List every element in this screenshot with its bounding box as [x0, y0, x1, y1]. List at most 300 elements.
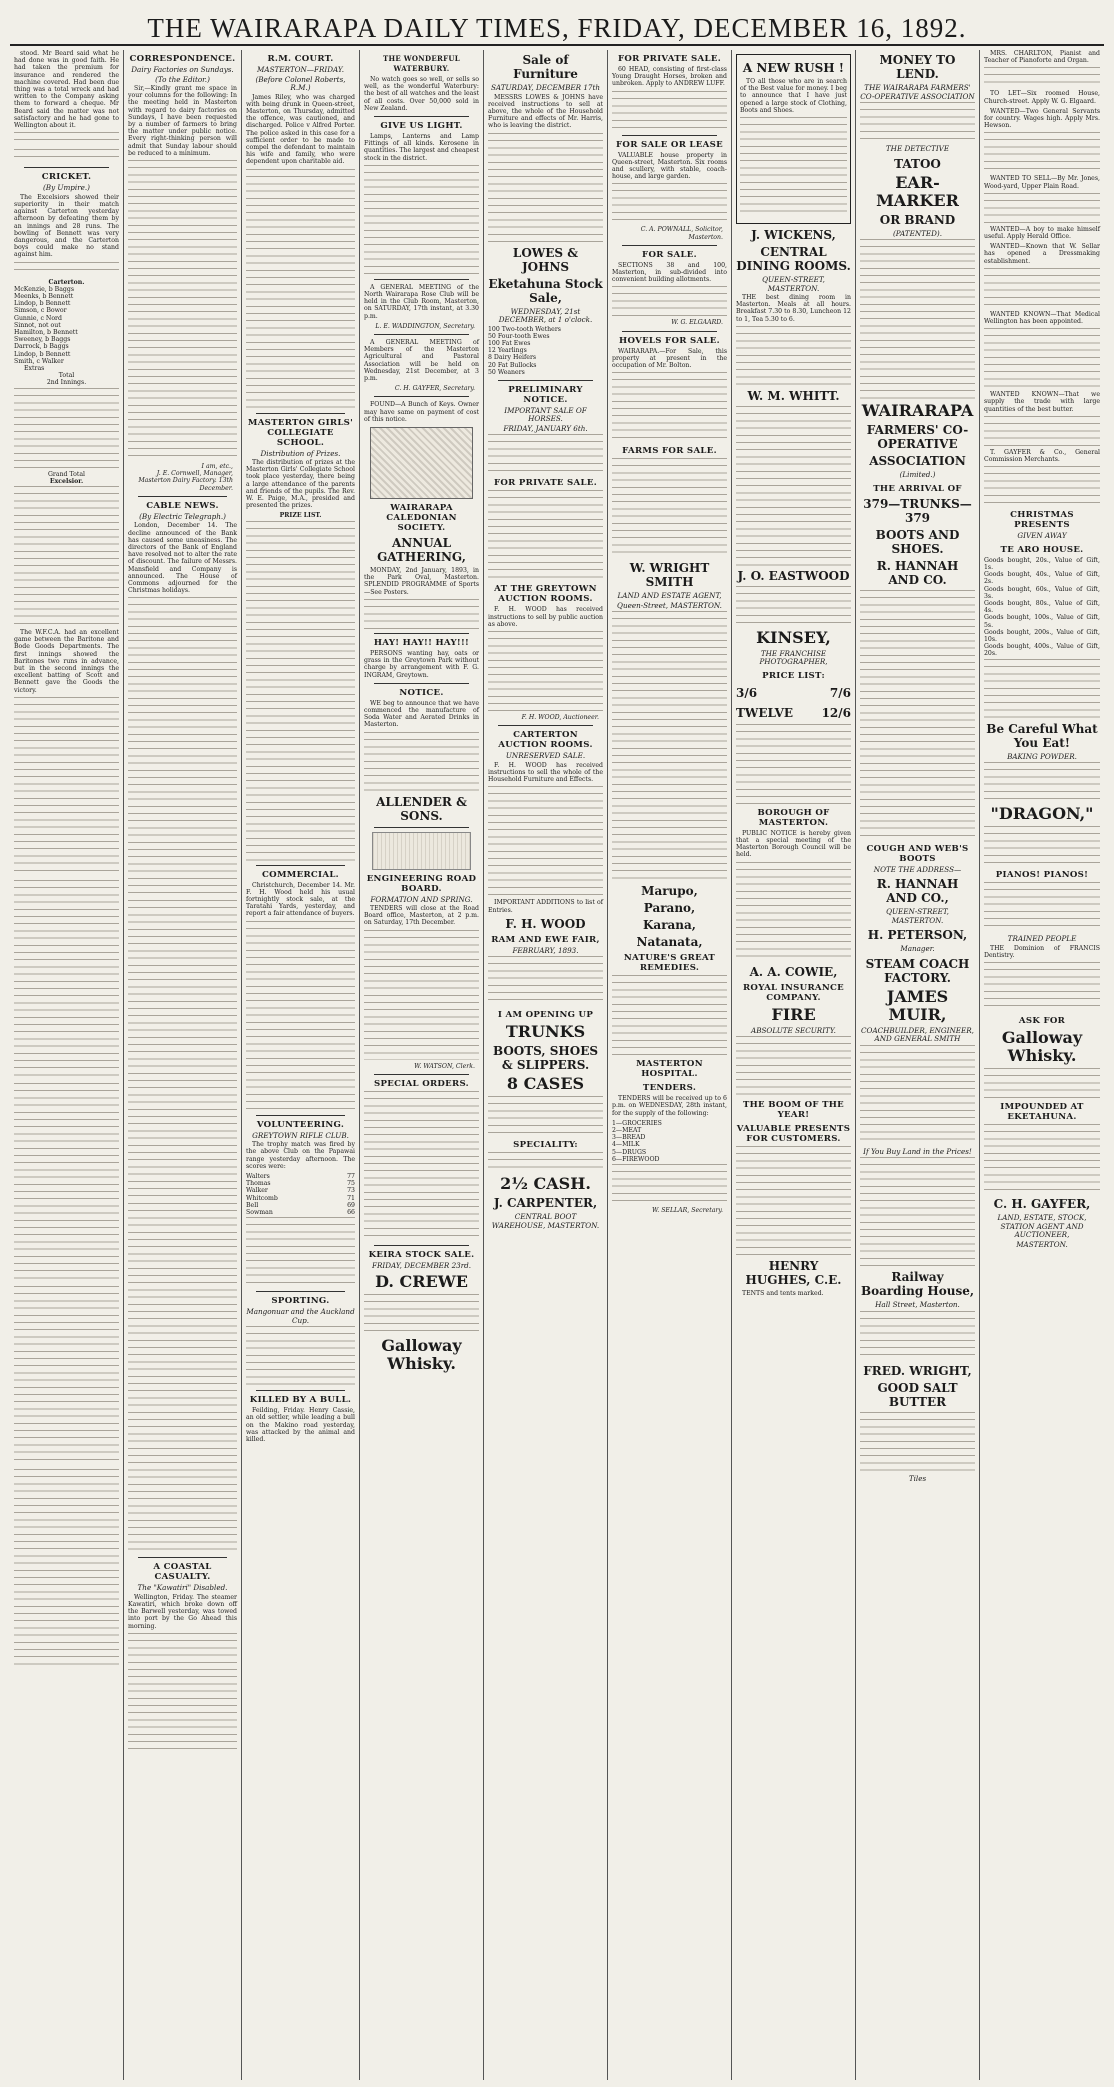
- text-lines: [364, 1294, 479, 1334]
- ask-for: ASK FOR: [1018, 1016, 1066, 1027]
- text-lines: [736, 326, 851, 386]
- text-lines: [246, 521, 355, 861]
- waterbury-heading: THE WONDERFUL WATERBURY.: [382, 54, 461, 73]
- divider: [138, 1557, 227, 1558]
- text-lines: [984, 268, 1100, 308]
- tender-item: 6—FIREWOOD: [612, 1155, 660, 1163]
- newspaper-title: THE WAIRARAPA DAILY TIMES, FRIDAY, DECEMBER 16, 1892.: [147, 13, 967, 43]
- gift-value: Goods bought, 100s., Value of Gift, 5s.: [984, 614, 1100, 629]
- divider: [374, 334, 469, 335]
- divider: [498, 725, 593, 726]
- divider: [374, 683, 469, 684]
- for-sale-heading: FOR SALE.: [642, 249, 697, 260]
- text-lines: [364, 599, 479, 629]
- shooter-total: 71: [347, 1194, 355, 1202]
- text-lines: [488, 434, 603, 474]
- extras-label: Extras: [24, 365, 45, 372]
- price-row: [736, 683, 851, 703]
- galloway-whisky-ad: Galloway Whisky.: [1001, 1028, 1083, 1066]
- gift-value: Goods bought, 200s., Value of Gift, 10s.: [984, 628, 1100, 643]
- column-7: [732, 50, 856, 2080]
- text-lines: [14, 388, 119, 468]
- school-subtitle: Distribution of Prizes.: [260, 448, 341, 458]
- caledonian-heading: WAIRARAPA CALEDONIAN SOCIETY.: [386, 503, 457, 534]
- column-5: [484, 50, 608, 2080]
- text-lines: [246, 1217, 355, 1287]
- pownall-signature: C. A. POWNALL, Solicitor, Masterton.: [640, 226, 723, 241]
- killed-text: Feilding, Friday. Henry Cassie, an old settler, while leading a bull on the Makino road yesterday, was attacked by the animal and killed.: [246, 1407, 355, 1444]
- text-lines: [364, 1091, 479, 1241]
- hannah-label: R. HANNAH AND CO.: [876, 558, 959, 587]
- column-2: [124, 50, 242, 2080]
- crewe-name: D. CREWE: [375, 1272, 468, 1292]
- horses-sale-date: FRIDAY, JANUARY 6th.: [503, 423, 588, 433]
- caledonian-illustration: [370, 427, 473, 499]
- score-row: Darrock, b Baggs: [14, 343, 69, 351]
- eketahuna-date: WEDNESDAY, 21st DECEMBER, at 1 o'clock.: [498, 306, 593, 325]
- arrival-label: THE ARRIVAL OF: [873, 483, 962, 494]
- text-lines: [612, 91, 727, 131]
- charlton-notice: MRS. CHARLTON, Pianist and Teacher of Pianoforte and Organ.: [984, 50, 1100, 65]
- carterton-rooms-heading: CARTERTON AUCTION ROOMS.: [498, 730, 593, 751]
- divider: [374, 1074, 469, 1075]
- keira-stock-date: FRIDAY, DECEMBER 23rd.: [371, 1260, 472, 1270]
- text-lines: [860, 239, 975, 399]
- gift-value: Goods bought, 20s., Value of Gift, 1s.: [984, 556, 1100, 571]
- sporting-heading: SPORTING.: [271, 1296, 330, 1307]
- wood-signature: F. H. WOOD, Auctioneer.: [521, 714, 599, 722]
- muir-name: JAMES MUIR,: [886, 986, 949, 1024]
- gift-value: Goods bought, 400s., Value of Gift, 20s.: [984, 643, 1100, 658]
- detective-label: THE DETECTIVE: [885, 144, 950, 153]
- horses-for-sale: 60 HEAD, consisting of first-class Young Draught Horses, broken and unbroken. Apply to ANDREW LUFF.: [612, 66, 727, 88]
- text-lines: [612, 458, 727, 558]
- twelve-label: TWELVE: [736, 705, 794, 720]
- stock-item: 8 Dairy Heifers: [488, 354, 537, 362]
- text-lines: [488, 133, 603, 243]
- hovels-heading: HOVELS FOR SALE.: [619, 335, 720, 346]
- gift-value: Goods bought, 40s., Value of Gift, 2s.: [984, 571, 1100, 586]
- divider: [256, 865, 345, 866]
- court-subtitle: MASTERTON—FRIDAY.: [257, 65, 344, 74]
- column-4: [360, 50, 484, 2080]
- divider: [374, 1245, 469, 1246]
- sellar-signature: W. SELLAR, Secretary.: [651, 1207, 723, 1215]
- private-sale-heading: FOR PRIVATE SALE.: [617, 54, 722, 64]
- public-notice-text: PUBLIC NOTICE is hereby given that a special meeting of the Masterton Borough Council will be held.: [736, 829, 851, 859]
- divider: [256, 1291, 345, 1292]
- furniture-sale-heading: Sale of Furniture: [513, 53, 578, 81]
- divider: [138, 496, 227, 497]
- shooter-total: 77: [347, 1172, 355, 1180]
- tenders-text: TENDERS will be received up to 6 p.m. on WEDNESDAY, 28th instant, for the supply of the following:: [612, 1095, 727, 1117]
- furniture-sale-date: SATURDAY, DECEMBER 17th: [490, 83, 601, 92]
- carpenter-name: J. CARPENTER,: [493, 1196, 598, 1211]
- score-row: Smith, c Walker: [14, 357, 64, 365]
- notice-heading: NOTICE.: [399, 687, 444, 698]
- text-lines: [612, 372, 727, 442]
- boots-heading: BOOTS, SHOES & SLIPPERS.: [492, 1044, 599, 1073]
- stock-list: [488, 326, 603, 376]
- text-lines: [364, 165, 479, 275]
- text-lines: [736, 1036, 851, 1096]
- remedy-parano: Parano,: [643, 901, 696, 916]
- lowes-johns-name: LOWES & JOHNS: [512, 245, 579, 274]
- general-meeting-signature: C. H. GAYFER, Secretary.: [394, 385, 475, 393]
- dentist-notice: THE Dominion of FRANCIS Dentistry.: [984, 944, 1100, 959]
- text-lines: [612, 183, 727, 223]
- wickens-name: J. WICKENS,: [751, 228, 836, 243]
- masthead: [10, 6, 1104, 46]
- stock-item: 100 Fat Ewes: [488, 339, 531, 347]
- annual-gathering-heading: ANNUAL GATHERING,: [377, 536, 466, 565]
- hospital-heading: MASTERTON HOSPITAL.: [636, 1059, 703, 1080]
- hovels-text: WAIRARAPA.—For Sale, this property at present in the occupation of Mr. Bolton.: [612, 347, 727, 370]
- divider: [256, 1390, 345, 1391]
- tender-item: 3—BREAD: [612, 1134, 646, 1142]
- to-editor: (To the Editor.): [155, 74, 210, 84]
- text-lines: [488, 1152, 603, 1172]
- text-lines: [736, 1146, 851, 1256]
- queen-street-label: QUEEN-STREET, MASTERTON.: [886, 907, 949, 925]
- remedy-natanata: Natanata,: [636, 935, 703, 950]
- column-1: [10, 50, 124, 2080]
- price-list-label: PRICE LIST:: [762, 670, 825, 681]
- shooter-name: Bell: [246, 1201, 259, 1209]
- match-report: The W.F.C.A. had an excellent game between the Baritone and Bode Goods Departments. The first innings showed the Baritones two runs in advance, but in the second innings the excellent batting of Scott and Bennett gave the Goods the victory.: [14, 629, 119, 694]
- text-lines: [984, 762, 1100, 802]
- score-row: Meenks, b Bennett: [14, 292, 74, 300]
- text-lines: [736, 586, 851, 626]
- wood-name: F. H. WOOD: [505, 916, 586, 931]
- rifle-scores: [246, 1173, 355, 1216]
- shooter-name: Sowman: [246, 1209, 273, 1216]
- to-let-notice: TO LET—Six roomed House, Church-street. Apply W. G. Elgaard.: [984, 90, 1100, 105]
- text-lines: [736, 724, 851, 804]
- manager-label: Manager.: [900, 944, 935, 953]
- shooter-name: Walker: [246, 1187, 268, 1195]
- road-board-seal: [372, 832, 471, 870]
- specialty-label: SPECIALITY:: [513, 1140, 578, 1151]
- elgaard-signature: W. G. ELGAARD.: [671, 319, 723, 327]
- school-heading: MASTERTON GIRLS' COLLEGIATE SCHOOL.: [247, 417, 354, 448]
- unreserved-heading: UNRESERVED SALE.: [505, 751, 586, 761]
- security-label: ABSOLUTE SECURITY.: [751, 1025, 836, 1035]
- commercial-text: Christchurch, December 14. Mr. F. H. Wood held his usual fortnightly stock sale, at the Taratahi Yards, yesterday, and report a fair attendance of buyers.: [246, 881, 355, 918]
- text-lines: [14, 880, 119, 1080]
- tents-text: TENTS and tents marked.: [742, 1290, 824, 1298]
- score-row: Sinnot, not out: [14, 321, 61, 329]
- letter-text: Sir,—Kindly grant me space in your columns for the following: In the meeting held in Masterton with regard to dairy factories on Sundays, I have been requested by a number of farmers to bring the matter under public notice. Every right-thinking person will admit that Sunday labour should be reduced to a minimum.: [128, 85, 237, 157]
- sections-text: SECTIONS 38 and 100, Masterton, in sub-divided into convenient building allotments.: [612, 261, 727, 284]
- cable-news-text: London, December 14. The decline announced of the Bank has caused some uneasiness. The directors of the Bank of England have resolved not to alter the rate of discount. The failure of Messrs. Mansfield and Company is announced. The House of Commons adjourned for the Christmas holidays.: [128, 522, 237, 595]
- cooperative-label: FARMERS' CO-OPERATIVE: [866, 423, 969, 451]
- text-lines: [612, 611, 727, 881]
- hall-street: Hall Street, Masterton.: [875, 1300, 960, 1309]
- grand-total: Grand Total: [47, 470, 86, 478]
- fire-label: FIRE: [771, 1004, 816, 1024]
- court-text: James Riley, who was charged with being drunk in Queen-street, Masterton, on Thursday, admitted the offence, was cautioned, and discharged. Police v Alfred Porter. The police asked in this case for a sufficient order to be made to compel the defendant to maintain his wife and family, who were dependent upon charitable aid.: [246, 93, 355, 166]
- give-light-text: Lamps, Lanterns and Lamp Fittings of all kinds. Kerosene in quantities. The largest and cheapest stock in the district.: [364, 133, 479, 162]
- text-lines: [128, 1203, 237, 1553]
- furniture-sale-text: MESSRS LOWES & JOHNS have received instructions to sell at above, the whole of the Household Furniture and effects of Mr. Harris, who is leaving the district.: [488, 93, 603, 130]
- wright-smith-subtitle: LAND AND ESTATE AGENT,: [617, 591, 722, 601]
- text-lines: [860, 1045, 975, 1145]
- cowie-name: A. A. COWIE,: [749, 964, 838, 979]
- gift-value: Goods bought, 80s., Value of Gift, 4s.: [984, 599, 1100, 615]
- text-lines: [14, 262, 119, 276]
- score-row: Hamilton, b Bennett: [14, 328, 78, 336]
- court-heading: R.M. COURT.: [267, 54, 334, 64]
- ram-fair-heading: RAM AND EWE FAIR,: [491, 934, 600, 945]
- text-lines: [740, 117, 847, 217]
- kinsey-subtitle: THE FRANCHISE PHOTOGRAPHER,: [759, 648, 828, 667]
- score-row: [246, 1180, 355, 1187]
- column-9: [980, 50, 1104, 2080]
- important-additions: IMPORTANT ADDITIONS to list of Entries.: [488, 899, 603, 914]
- cases-heading: 8 CASES: [506, 1074, 585, 1094]
- boots-shoes-label: BOOTS AND SHOES.: [875, 527, 960, 556]
- tatoo-label: TATOO: [894, 156, 941, 171]
- shooter-total: 66: [347, 1209, 355, 1216]
- wright-smith-name: W. WRIGHT SMITH: [629, 561, 710, 590]
- text-lines: [128, 160, 237, 460]
- correspondence-heading: CORRESPONDENCE.: [129, 54, 236, 64]
- school-text: The distribution of prizes at the Masterton Girls' Collegiate School took place yesterday, there being a large attendance of the parents and friends of the pupils. The Rev. W. E. Paige, M.A., presided and presented the prizes.: [246, 459, 355, 510]
- divider: [374, 279, 469, 280]
- hughes-name: HENRY HUGHES, C.E.: [745, 1259, 842, 1288]
- text-lines: [736, 406, 851, 566]
- cable-news-subtitle: (By Electric Telegraph.): [139, 511, 226, 521]
- team-carterton: Carterton.: [48, 278, 85, 286]
- natures-remedies: NATURE'S GREAT REMEDIES.: [623, 953, 716, 974]
- unreserved-text: F. H. WOOD has received instructions to sell the whole of the Household Furniture and Effects.: [488, 761, 603, 784]
- association-label: ASSOCIATION: [869, 454, 966, 468]
- steam-coach-label: STEAM COACH FACTORY.: [865, 956, 970, 985]
- new-rush-heading: A NEW RUSH !: [742, 61, 845, 75]
- trained-people: TRAINED PEOPLE: [1007, 934, 1077, 944]
- stock-item: 100 Two-tooth Wethers: [488, 325, 561, 333]
- commercial-heading: COMMERCIAL.: [262, 869, 339, 880]
- valuable-property: VALUABLE house property in Queen-street, Masterton. Six rooms and scullery, with stable, coach-house, and large garden.: [612, 151, 727, 181]
- be-careful-heading: Be Careful What You Eat!: [986, 721, 1098, 750]
- coastal-casualty-text: Wellington, Friday. The steamer Kawatiri, which broke down off the Barwell yesterday, was towed into port by the Go Ahead this morning.: [128, 1593, 237, 1630]
- divider: [498, 380, 593, 381]
- opening-up: I AM OPENING UP: [497, 1010, 594, 1021]
- patented-label: (PATENTED).: [893, 228, 942, 238]
- wanted-medical: WANTED KNOWN—That Medical Wellington has been appointed.: [984, 310, 1100, 326]
- letter-signoff: I am, etc.,: [201, 463, 233, 471]
- wanted-boy: WANTED—A boy to make himself useful. Apply Herald Office.: [984, 225, 1100, 241]
- text-lines: [14, 486, 119, 626]
- hay-text: PERSONS wanting hay, oats or grass in the Greytown Park without charge by arrangement with F. G. INGRAM, Greytown.: [364, 649, 479, 679]
- te-aro-house: TE ARO HOUSE.: [1000, 544, 1084, 555]
- annual-gathering-text: MONDAY, 2nd January, 1893, in the Park Oval, Masterton. SPLENDID PROGRAMME of Sports—See Posters.: [364, 567, 479, 596]
- tenders-heading: TENDERS.: [642, 1083, 697, 1094]
- new-rush-text: TO all those who are in search of the Best value for money. I beg to announce that I have just opened a large stock of Clothing, Boots and Shoes.: [740, 78, 847, 114]
- gayfer-town: MASTERTON.: [1016, 1239, 1068, 1249]
- text-lines: [984, 659, 1100, 719]
- given-away: GIVEN AWAY: [1017, 531, 1067, 541]
- cash-heading: 2½ CASH.: [500, 1174, 591, 1194]
- text-lines: [612, 975, 727, 1055]
- score-row: [246, 1173, 355, 1180]
- cable-news-heading: CABLE NEWS.: [146, 500, 219, 511]
- cough-boots-label: COUGH AND WEB'S BOOTS: [866, 843, 969, 864]
- formation-heading: FORMATION AND SPRING.: [370, 894, 473, 904]
- remedy-karana: Karana,: [643, 918, 696, 933]
- ram-fair-date: FEBRUARY, 1893.: [512, 945, 579, 955]
- score-row: Gunnie, c Nord: [14, 314, 62, 322]
- text-lines: [488, 786, 603, 896]
- remedy-marupo: Marupo,: [641, 884, 698, 899]
- text-lines: [860, 590, 975, 840]
- give-light-heading: GIVE US LIGHT.: [380, 121, 463, 132]
- found-notice: FOUND—A Bunch of Keys. Owner may have same on payment of cost of this notice.: [364, 401, 479, 423]
- private-sale-heading: FOR PRIVATE SALE.: [493, 478, 598, 489]
- hay-heading: HAY! HAY!! HAY!!!: [373, 637, 470, 648]
- text-lines: [128, 900, 237, 1200]
- text-lines: [246, 1326, 355, 1386]
- road-board-signature: W. WATSON, Clerk.: [414, 1062, 475, 1070]
- divider: [256, 1115, 345, 1116]
- score-row: Lindop, b Bennett: [14, 300, 71, 308]
- stock-item: 20 Fat Bullocks: [488, 361, 537, 369]
- rose-club-signature: L. E. WADDINGTON, Secretary.: [375, 322, 475, 330]
- gayfer-title: LAND, ESTATE, STOCK, STATION AGENT AND AUCTIONEER,: [997, 1213, 1087, 1240]
- limited-label: (Limited.): [899, 470, 936, 479]
- coastal-casualty-subtitle: The "Kawatiri" Disabled.: [137, 1583, 228, 1593]
- special-orders-heading: SPECIAL ORDERS.: [374, 1078, 469, 1089]
- pianos-heading: PIANOS! PIANOS!: [995, 870, 1089, 881]
- team-excelsior: Excelsior.: [49, 477, 84, 485]
- text-lines: [612, 1164, 727, 1204]
- score-row: [246, 1209, 355, 1216]
- dining-rooms-address: QUEEN-STREET, MASTERTON.: [762, 275, 825, 293]
- boom-heading: THE BOOM OF THE YEAR!: [742, 1100, 845, 1121]
- article-intro: stood. Mr Beard said what he had done was in good faith. He had taken the premium for insurance and rendered the machine covered. Had been due thing was a total wreck and had written to the Company asking them to forward a cheque. Mr Beard said the matter was not satisfactory and he had gone to Wellington about it.: [14, 50, 119, 130]
- hannah-address-label: R. HANNAH AND CO.,: [876, 877, 959, 905]
- rifle-club-title: GREYTOWN RIFLE CLUB.: [252, 1130, 349, 1140]
- letter-signature: J. E. Cornwell, Manager, Masterton Dairy Factory. 13th December.: [138, 470, 233, 492]
- railway-boarding: Railway Boarding House,: [860, 1270, 975, 1298]
- horses-sale-heading: IMPORTANT SALE OF HORSES.: [504, 405, 587, 424]
- kinsey-name: KINSEY,: [756, 627, 831, 647]
- cricket-text: The Excelsiors showed their superiority in their match against Carterton yesterday afternoon by defeating them by an innings and 28 runs. The bowling of Bennett was very dangerous, and the Carterton boys could make no stand against him.: [14, 193, 119, 259]
- trunks-heading: TRUNKS: [505, 1022, 586, 1042]
- gayfer-name: C. H. GAYFER,: [993, 1197, 1091, 1212]
- text-lines: [612, 286, 727, 316]
- text-lines: [488, 956, 603, 1006]
- stock-item: 12 Yearlings: [488, 347, 527, 355]
- text-lines: [984, 132, 1100, 172]
- baking-powder: BAKING POWDER.: [1007, 751, 1077, 761]
- notice-text: WE beg to announce that we have commenced the manufacture of Soda Water and Aerated Drinks in Masterton.: [364, 699, 479, 729]
- text-lines: [14, 697, 119, 877]
- divider: [374, 396, 469, 397]
- tender-item: 1—GROCERIES: [612, 1119, 662, 1127]
- divider: [374, 116, 469, 117]
- divider: [622, 331, 717, 332]
- allender-signature: ALLENDER & SONS.: [376, 794, 467, 823]
- general-meeting: A GENERAL MEETING of Members of the Masterton Agricultural and Pastoral Association will be held on Wednesday, 21st December, at 3 p.m.: [364, 339, 479, 383]
- royal-insurance-heading: ROYAL INSURANCE COMPANY.: [742, 982, 845, 1003]
- preliminary-notice: PRELIMINARY NOTICE.: [508, 384, 583, 405]
- eketahuna-heading: Eketahuna Stock Sale,: [488, 276, 603, 305]
- sporting-subtitle: Mangonuar and the Auckland Cup.: [246, 1307, 355, 1325]
- score-row: Lindop, b Bennett: [14, 350, 71, 358]
- keira-stock-heading: KEIRA STOCK SALE.: [368, 1249, 475, 1260]
- borough-heading: BOROUGH OF MASTERTON.: [757, 807, 830, 828]
- text-lines: [736, 862, 851, 962]
- farms-heading: FARMS FOR SALE.: [622, 446, 717, 457]
- divider: [374, 633, 469, 634]
- tender-item: 4—MILK: [612, 1141, 640, 1149]
- tender-items: [612, 1120, 727, 1163]
- text-lines: [984, 193, 1100, 223]
- ear-marker-label: EAR-MARKER: [876, 172, 959, 210]
- column-8: [856, 50, 980, 2080]
- divider: [374, 827, 469, 828]
- score-row: [246, 1195, 355, 1202]
- dining-rooms-text: THE best dining room in Masterton. Meals at all hours. Breakfast 7.30 to 8.30, Luncheon 12 to 1, Tea 5.30 to 6.: [736, 294, 851, 323]
- shooter-total: 69: [347, 1201, 355, 1209]
- tiles-label: Tiles: [908, 1473, 927, 1483]
- wood-instructions: F. H. WOOD has received instructions to sell by public auction as above.: [488, 606, 603, 628]
- or-brand-label: OR BRAND: [879, 212, 956, 227]
- carpenter-subtitle: CENTRAL BOOT WAREHOUSE, MASTERTON.: [491, 1212, 600, 1230]
- text-lines: [364, 732, 479, 792]
- text-lines: [860, 1412, 975, 1472]
- dining-rooms-heading: CENTRAL DINING ROOMS.: [736, 245, 851, 274]
- text-lines: [984, 962, 1100, 1012]
- impounded-heading: IMPOUNDED AT EKETAHUNA.: [1000, 1102, 1084, 1123]
- galloway-whisky: Galloway Whisky.: [381, 1336, 462, 1374]
- rifle-club-text: The trophy match was fired by the above Club on the Papawai range yesterday afternoon. The scores were:: [246, 1141, 355, 1170]
- score-row: Simson, c Bowor: [14, 307, 67, 315]
- cricket-byline: (By Umpire.): [43, 183, 90, 193]
- shooter-name: Whitcomb: [246, 1194, 278, 1202]
- tenders-text: TENDERS will close at the Road Board office, Masterton, at 2 p.m. on Saturday, 17th December.: [364, 905, 479, 927]
- columns: [10, 50, 1104, 2080]
- killed-heading: KILLED BY A BULL.: [249, 1395, 352, 1406]
- christmas-presents: CHRISTMAS PRESENTS: [1010, 510, 1074, 531]
- text-lines: [14, 149, 119, 163]
- correspondence-subtitle: Dairy Factories on Sundays.: [131, 65, 234, 74]
- text-lines: [128, 597, 237, 897]
- divider: [622, 245, 717, 246]
- text-lines: [246, 921, 355, 1111]
- cricket-heading: CRICKET.: [41, 172, 92, 183]
- text-lines: [984, 328, 1100, 388]
- text-lines: [364, 930, 479, 1060]
- total-label: Total: [58, 372, 75, 380]
- shooter-name: Thomas: [246, 1180, 271, 1188]
- divider: [622, 135, 717, 136]
- rose-club-meeting: A GENERAL MEETING of the North Wairarapa Rose Club will be held in the Club Room, Masterton, on SATURDAY, 17th instant, at 3.30 p.m.: [364, 283, 479, 320]
- text-lines: [860, 1157, 975, 1267]
- cricket-scores: [14, 286, 119, 365]
- score-row: [246, 1187, 355, 1194]
- stock-item: 50 Four-tooth Ewes: [488, 332, 550, 340]
- valuable-presents: VALUABLE PRESENTS FOR CUSTOMERS.: [736, 1124, 851, 1145]
- score-row: McKenzie, b Baggs: [14, 285, 74, 293]
- wairarapa-label: WAIRARAPA: [861, 401, 974, 420]
- text-lines: [246, 169, 355, 409]
- text-lines: [488, 1096, 603, 1136]
- dragon-brand: "DRAGON,": [990, 804, 1094, 824]
- text-lines: [984, 67, 1100, 87]
